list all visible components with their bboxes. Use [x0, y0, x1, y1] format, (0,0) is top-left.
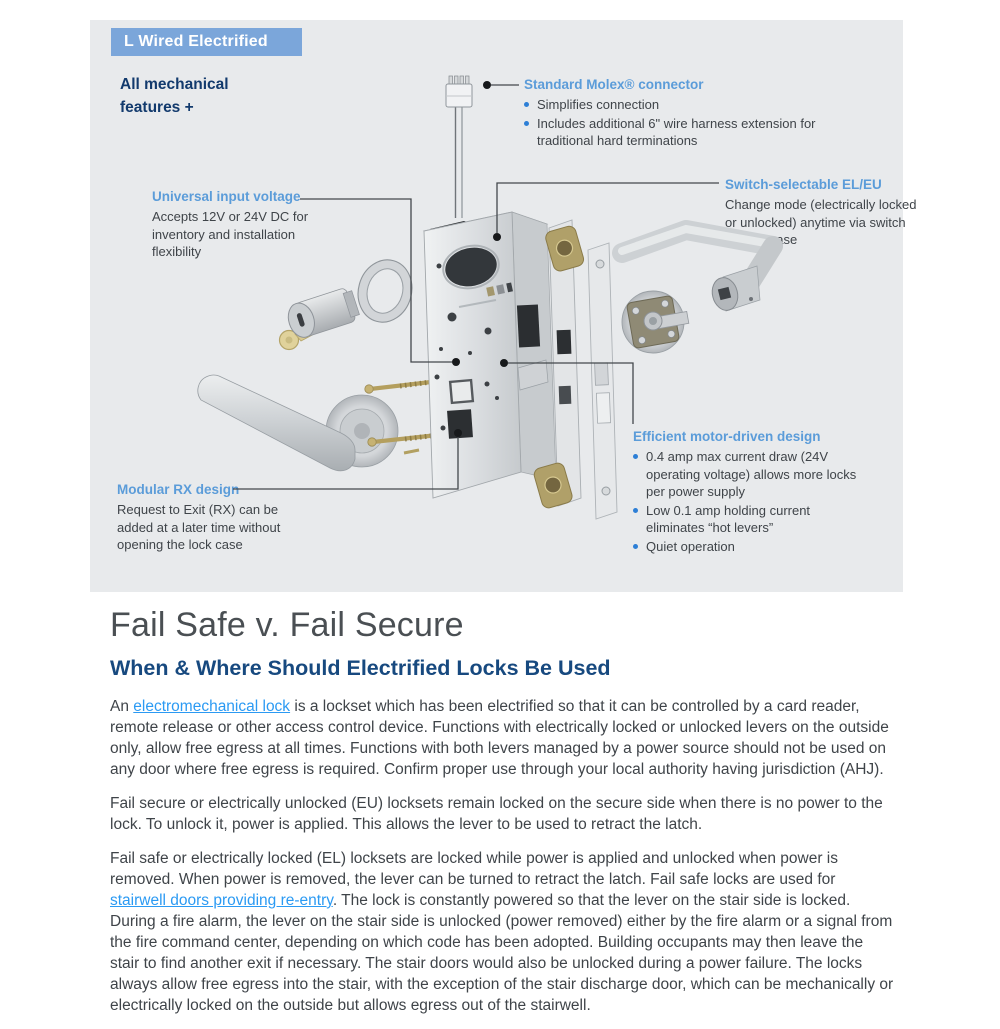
list-item-text: Includes additional 6" wire harness extension for traditional hard terminations — [537, 115, 816, 148]
feature-panel — [90, 20, 917, 592]
list-item — [524, 115, 816, 150]
callout-modular-rx — [117, 482, 285, 554]
article-section — [110, 606, 894, 1029]
section-badge: L Wired Electrified — [111, 28, 302, 56]
callout-molex-list — [524, 96, 816, 150]
list-item-text: Low 0.1 amp holding current eliminates “hot levers” — [646, 502, 811, 535]
electromechanical-lock-link[interactable]: electromechanical lock — [133, 698, 291, 715]
list-item — [633, 448, 871, 501]
callout-rx-body: Request to Exit (RX) can be added at a later time without opening the lock case — [117, 502, 281, 552]
callout-switch-title: Switch-selectable EL/EU — [725, 177, 882, 192]
callout-voltage-body: Accepts 12V or 24V DC for inventory and installation flexibility — [152, 209, 309, 259]
callout-voltage-title: Universal input voltage — [152, 189, 301, 204]
paragraph-intro — [110, 696, 894, 780]
callout-motor-design — [633, 429, 871, 555]
callout-motor-title: Efficient motor-driven design — [633, 429, 821, 444]
callout-switch-body: Change mode (electrically locked or unlocked) anytime via switch on lock case — [725, 197, 917, 247]
list-item — [633, 502, 871, 537]
stairwell-doors-link[interactable]: stairwell doors providing re-entry — [110, 892, 333, 909]
list-item — [524, 96, 816, 114]
callout-switch-selectable — [725, 177, 921, 249]
paragraph-fail-safe — [110, 848, 894, 1016]
bullet-icon — [524, 121, 529, 126]
list-item-text: Simplifies connection — [537, 97, 660, 112]
list-item-text: Quiet operation — [646, 538, 735, 554]
paragraph-fail-secure: Fail secure or electrically unlocked (EU) locksets remain locked on the secure side when there is no power to the lock. To unlock it, power is applied. This allows the lever to be used to retract the latch. — [110, 795, 883, 833]
intro-heading — [120, 73, 229, 119]
callout-molex-title: Standard Molex® connector — [524, 77, 704, 92]
bullet-icon — [633, 544, 638, 549]
intro-line2: features + — [120, 99, 194, 116]
callout-input-voltage — [152, 189, 314, 261]
callout-motor-list — [633, 448, 871, 555]
paragraph-text: Fail safe or electrically locked (EL) locksets are locked while power is applied and unlocked when power is removed. When power is removed, the lever can be turned to retract the latch. Fail safe locks are used for — [110, 850, 838, 888]
paragraph-text: . The lock is constantly powered so that the lever on the stair side is locked. During a fire alarm, the lever on the stair side is unlocked (power removed) either by the fire alarm or a signal from the fire command center, depending on which code has been adopted. Building occupants may then leave the stair to find another exit if necessary. The stair doors would also be unlocked during a power failure. The locks always allow free egress into the stair, with the exception of the stair discharge door, which can be mechanically or electrically locked on the outside but allows egress out of the stairwell. — [110, 892, 894, 1014]
bullet-icon — [633, 454, 638, 459]
list-item — [633, 538, 871, 556]
article-subtitle: When & Where Should Electrified Locks Be Used — [110, 656, 611, 680]
bullet-icon — [524, 102, 529, 107]
page-title: Fail Safe v. Fail Secure — [110, 606, 464, 644]
list-item-text: 0.4 amp max current draw (24V operating voltage) allows more locks per power supply — [646, 449, 857, 499]
intro-line1: All mechanical — [120, 76, 229, 93]
paragraph-text: An — [110, 698, 134, 715]
bullet-icon — [633, 508, 638, 513]
paragraph-text: is a lockset which has been electrified so that it can be controlled by a card reader, remote release or other access control device. Functions with electrically locked or unlocked levers on the outside only, allow free egress at all times. Functions with both levers managed by a power source should not be used on any door where free egress is required. Confirm proper use through your local authority having jurisdiction (AHJ). — [110, 698, 889, 778]
callout-molex-connector — [524, 77, 816, 150]
callout-rx-title: Modular RX design — [117, 482, 240, 497]
